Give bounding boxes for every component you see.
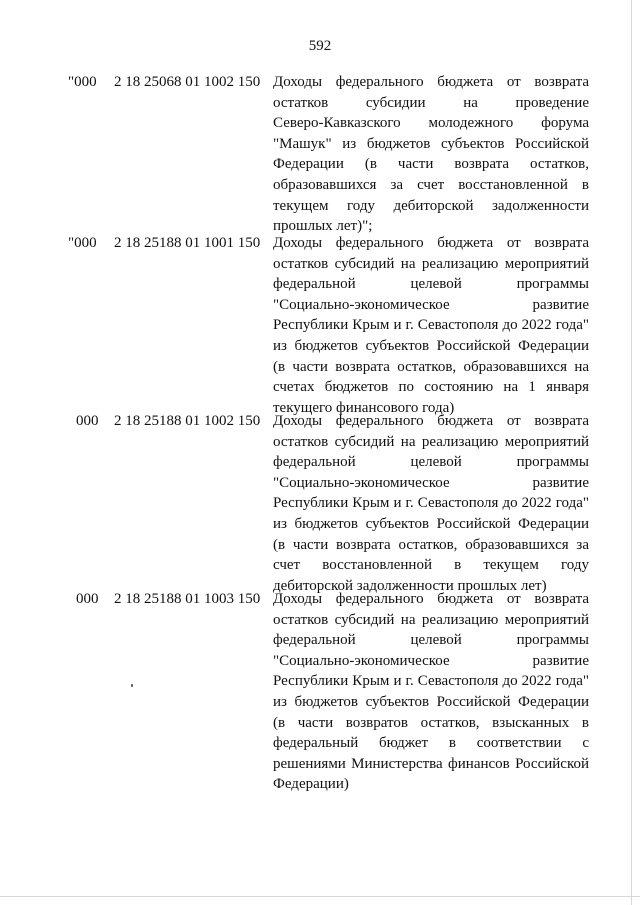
description-line: федеральный бюджет в соответствии с (273, 735, 589, 752)
description-line: прошлых лет)"; (273, 218, 373, 235)
description-line: федеральной целевой программы (273, 276, 589, 293)
description-line: (в части возврата остатков, образовавшихся на (273, 358, 589, 375)
description-line: Доходы федерального бюджета от возврата (273, 235, 589, 251)
description-line: текущем году дебиторской задолженности (273, 197, 589, 214)
entry-description (273, 233, 589, 418)
description-line: "Машук" из бюджетов субъектов Российской (273, 135, 589, 152)
description-line: счет восстановленной в текущем году (273, 557, 589, 574)
description-line: из бюджетов субъектов Российской Федерации (273, 693, 589, 710)
admin-code: "000 (68, 235, 97, 251)
description-line: счетах бюджетов по состоянию на 1 января (273, 379, 589, 396)
kbk-code: 2 18 25188 01 1002 150 (114, 413, 261, 429)
description-line: федеральной целевой программы (273, 454, 589, 471)
description-line: образовавшихся за счет восстановленной в (273, 176, 589, 193)
page-number: 592 (308, 38, 332, 54)
description-line: Доходы федерального бюджета от возврата (273, 591, 589, 607)
description-line: остатков субсидии на проведение (273, 94, 589, 111)
description-line: текущего финансового года) (273, 399, 455, 416)
description-line: Республики Крым и г. Севастополя до 2022 года" (273, 495, 589, 512)
scan-speck (131, 684, 133, 687)
description-line: Доходы федерального бюджета от возврата (273, 413, 589, 429)
kbk-code: 2 18 25188 01 1003 150 (114, 591, 261, 607)
entry-description (273, 589, 589, 795)
scan-edge-bottom (0, 896, 640, 897)
description-line: остатков субсидий на реализацию мероприятий (273, 433, 589, 450)
description-line: остатков субсидий на реализацию мероприятий (273, 611, 589, 628)
entry-description (273, 411, 589, 596)
description-line: Доходы федерального бюджета от возврата (273, 74, 589, 90)
description-line: из бюджетов субъектов Российской Федерации (273, 515, 589, 532)
description-line: Республики Крым и г. Севастополя до 2022 года" (273, 317, 589, 334)
description-line: (в части возврата остатков, образовавшихся за (273, 536, 589, 553)
description-line: "Социально-экономическое развитие (273, 474, 589, 491)
admin-code: "000 (68, 74, 97, 90)
description-line: остатков субсидий на реализацию мероприятий (273, 255, 589, 272)
description-line: дебиторской задолженности прошлых лет) (273, 577, 547, 594)
description-line: Республики Крым и г. Севастополя до 2022 года" (273, 673, 589, 690)
kbk-code: 2 18 25188 01 1001 150 (114, 235, 261, 251)
description-line: федеральной целевой программы (273, 632, 589, 649)
scan-edge-right (631, 0, 632, 905)
description-line: решениями Министерства финансов Российской (273, 755, 589, 772)
description-line: Северо-Кавказского молодежного форума (273, 115, 589, 132)
description-line: Федерации (в части возврата остатков, (273, 156, 589, 173)
description-line: из бюджетов субъектов Российской Федерации (273, 337, 589, 354)
entry-description (273, 72, 589, 237)
description-line: Федерации) (273, 776, 349, 793)
admin-code: 000 (76, 413, 99, 429)
kbk-code: 2 18 25068 01 1002 150 (114, 74, 261, 90)
admin-code: 000 (76, 591, 99, 607)
description-line: "Социально-экономическое развитие (273, 296, 589, 313)
description-line: "Социально-экономическое развитие (273, 652, 589, 669)
description-line: (в части возвратов остатков, взысканных в (273, 714, 589, 731)
